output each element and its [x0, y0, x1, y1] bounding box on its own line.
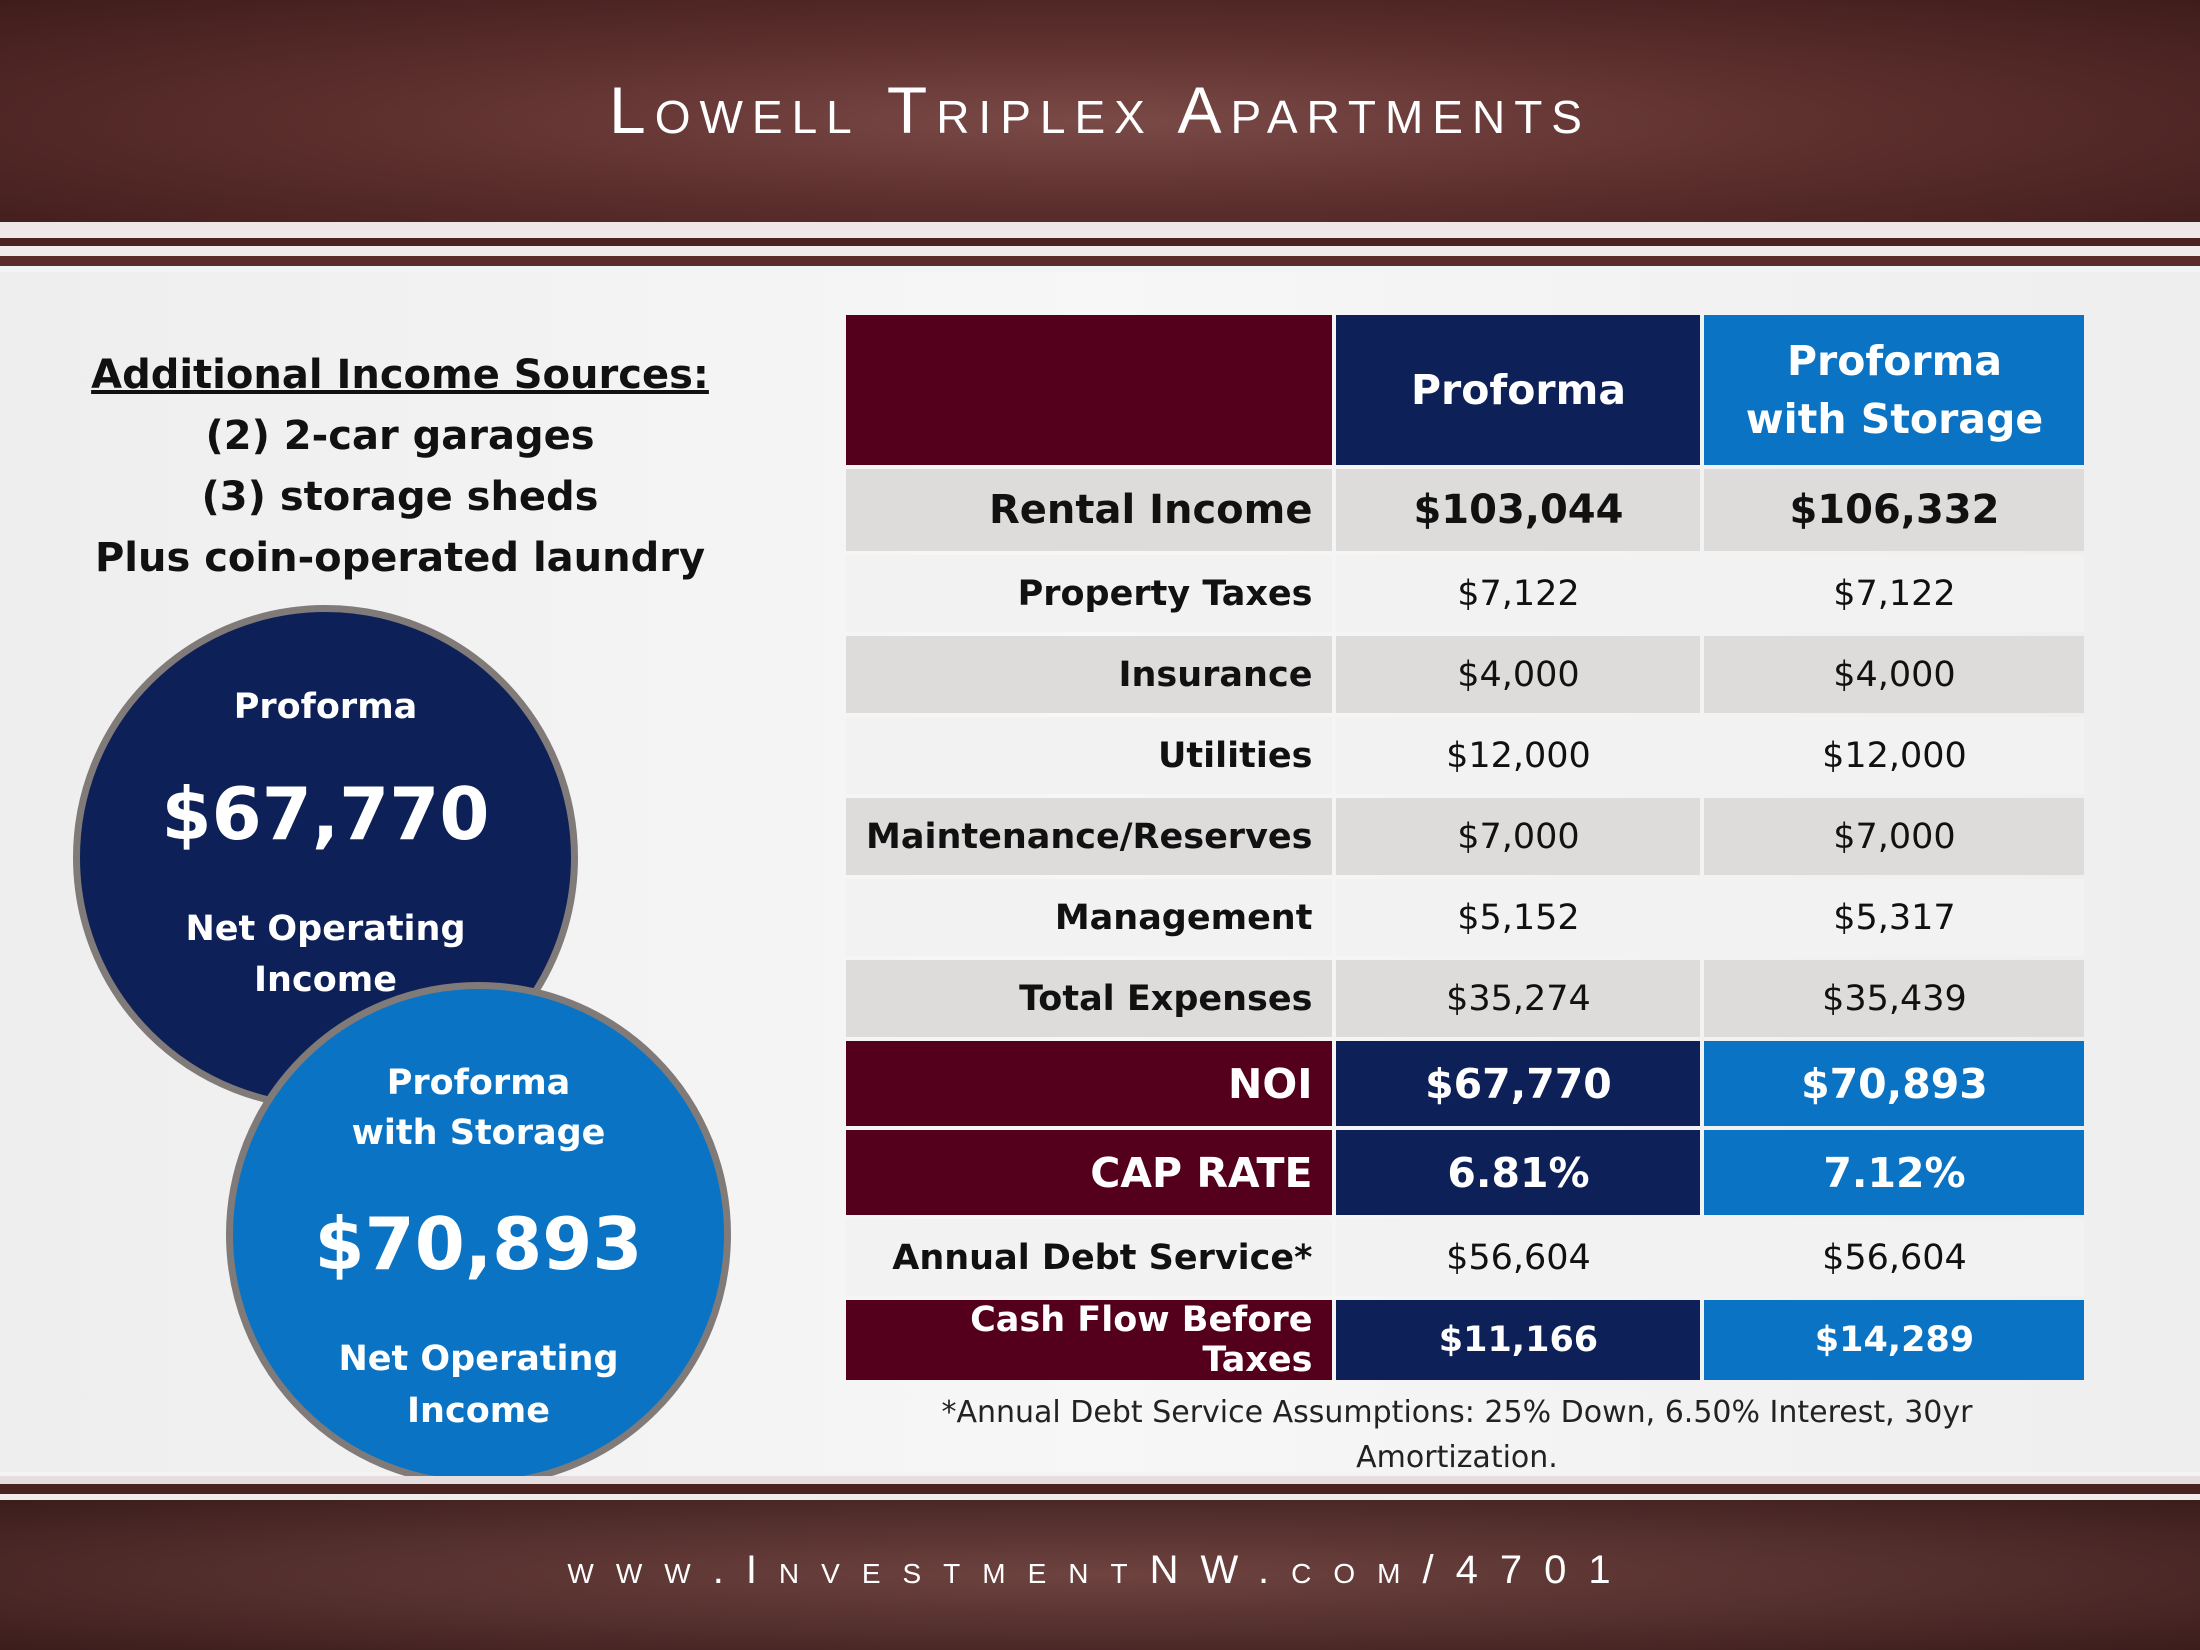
storage-value: $7,122 [1704, 555, 2084, 632]
table-row [846, 1219, 2084, 1296]
row-label: Maintenance/Reserves [846, 798, 1332, 875]
header-stripe-dark [0, 238, 2200, 246]
circle-label: Proforma [386, 1063, 571, 1103]
income-sources-heading: Additional Income Sources: [91, 352, 709, 398]
proforma-value: $12,000 [1336, 717, 1700, 794]
row-label: Property Taxes [846, 555, 1332, 632]
row-label: NOI [846, 1041, 1332, 1126]
storage-value: $14,289 [1704, 1300, 2084, 1380]
table-header-row [846, 315, 2084, 465]
row-label: Cash Flow Before Taxes [846, 1300, 1332, 1380]
circle-value: $70,893 [314, 1202, 643, 1286]
storage-value: $4,000 [1704, 636, 2084, 713]
column-header-storage-line2: with Storage [1745, 395, 2044, 443]
income-source-item: Plus coin-operated laundry [94, 535, 706, 581]
table-row [846, 798, 2084, 875]
income-source-item: (2) 2-car garages [205, 413, 595, 459]
column-header-storage [1704, 315, 2084, 465]
storage-value: $106,332 [1704, 469, 2084, 551]
table-row [846, 717, 2084, 794]
proforma-value: $4,000 [1336, 636, 1700, 713]
income-sources [60, 345, 740, 589]
table-row-cap-rate [846, 1130, 2084, 1215]
storage-value: $56,604 [1704, 1219, 2084, 1296]
storage-value: 7.12% [1704, 1130, 2084, 1215]
column-header-storage-line1: Proforma [1786, 337, 2002, 385]
storage-value: $7,000 [1704, 798, 2084, 875]
header-stripe-dark-2 [0, 256, 2200, 266]
footer-url[interactable]: www.InvestmentNW.com/4701 [567, 1548, 1633, 1592]
row-label: CAP RATE [846, 1130, 1332, 1215]
footnote-line: *Annual Debt Service Assumptions: 25% Down, 6.50% Interest, 30yr Amortization. [941, 1395, 1973, 1475]
row-label: Rental Income [846, 469, 1332, 551]
proforma-value: $56,604 [1336, 1219, 1700, 1296]
proforma-table [842, 311, 2088, 1384]
income-source-item: (3) storage sheds [201, 474, 599, 520]
row-label: Management [846, 879, 1332, 956]
proforma-value: $67,770 [1336, 1041, 1700, 1126]
header-stripe-light [0, 222, 2200, 238]
storage-value: $5,317 [1704, 879, 2084, 956]
storage-value: $35,439 [1704, 960, 2084, 1037]
proforma-value: $7,000 [1336, 798, 1700, 875]
page-title: Lowell Triplex Apartments [609, 73, 1591, 147]
column-header-proforma: Proforma [1336, 315, 1700, 465]
proforma-value: $7,122 [1336, 555, 1700, 632]
table-row [846, 960, 2084, 1037]
proforma-value: 6.81% [1336, 1130, 1700, 1215]
table-row [846, 555, 2084, 632]
table-row [846, 879, 2084, 956]
circle-caption: Net Operating [338, 1339, 619, 1379]
table-header-blank [846, 315, 1332, 465]
table-row-noi [846, 1041, 2084, 1126]
proforma-value: $5,152 [1336, 879, 1700, 956]
row-label: Annual Debt Service* [846, 1219, 1332, 1296]
circle-caption: Net Operating [185, 909, 466, 949]
circle-label: Proforma [233, 687, 418, 727]
circle-label: with Storage [351, 1113, 606, 1153]
storage-value: $70,893 [1704, 1041, 2084, 1126]
circle-value: $67,770 [161, 772, 490, 856]
row-label: Total Expenses [846, 960, 1332, 1037]
circle-caption: Income [407, 1391, 550, 1431]
table-row-cash-flow [846, 1300, 2084, 1380]
table-row [846, 469, 2084, 551]
footer-stripe-light [0, 1476, 2200, 1484]
header-stripe-light-2 [0, 246, 2200, 256]
storage-value: $12,000 [1704, 717, 2084, 794]
table-row [846, 636, 2084, 713]
proforma-value: $35,274 [1336, 960, 1700, 1037]
circle-caption: Income [254, 960, 397, 1000]
row-label: Utilities [846, 717, 1332, 794]
footer-stripe-dark [0, 1484, 2200, 1494]
proforma-value: $103,044 [1336, 469, 1700, 551]
storage-noi-circle [226, 982, 731, 1487]
row-label: Insurance [846, 636, 1332, 713]
proforma-value: $11,166 [1336, 1300, 1700, 1380]
